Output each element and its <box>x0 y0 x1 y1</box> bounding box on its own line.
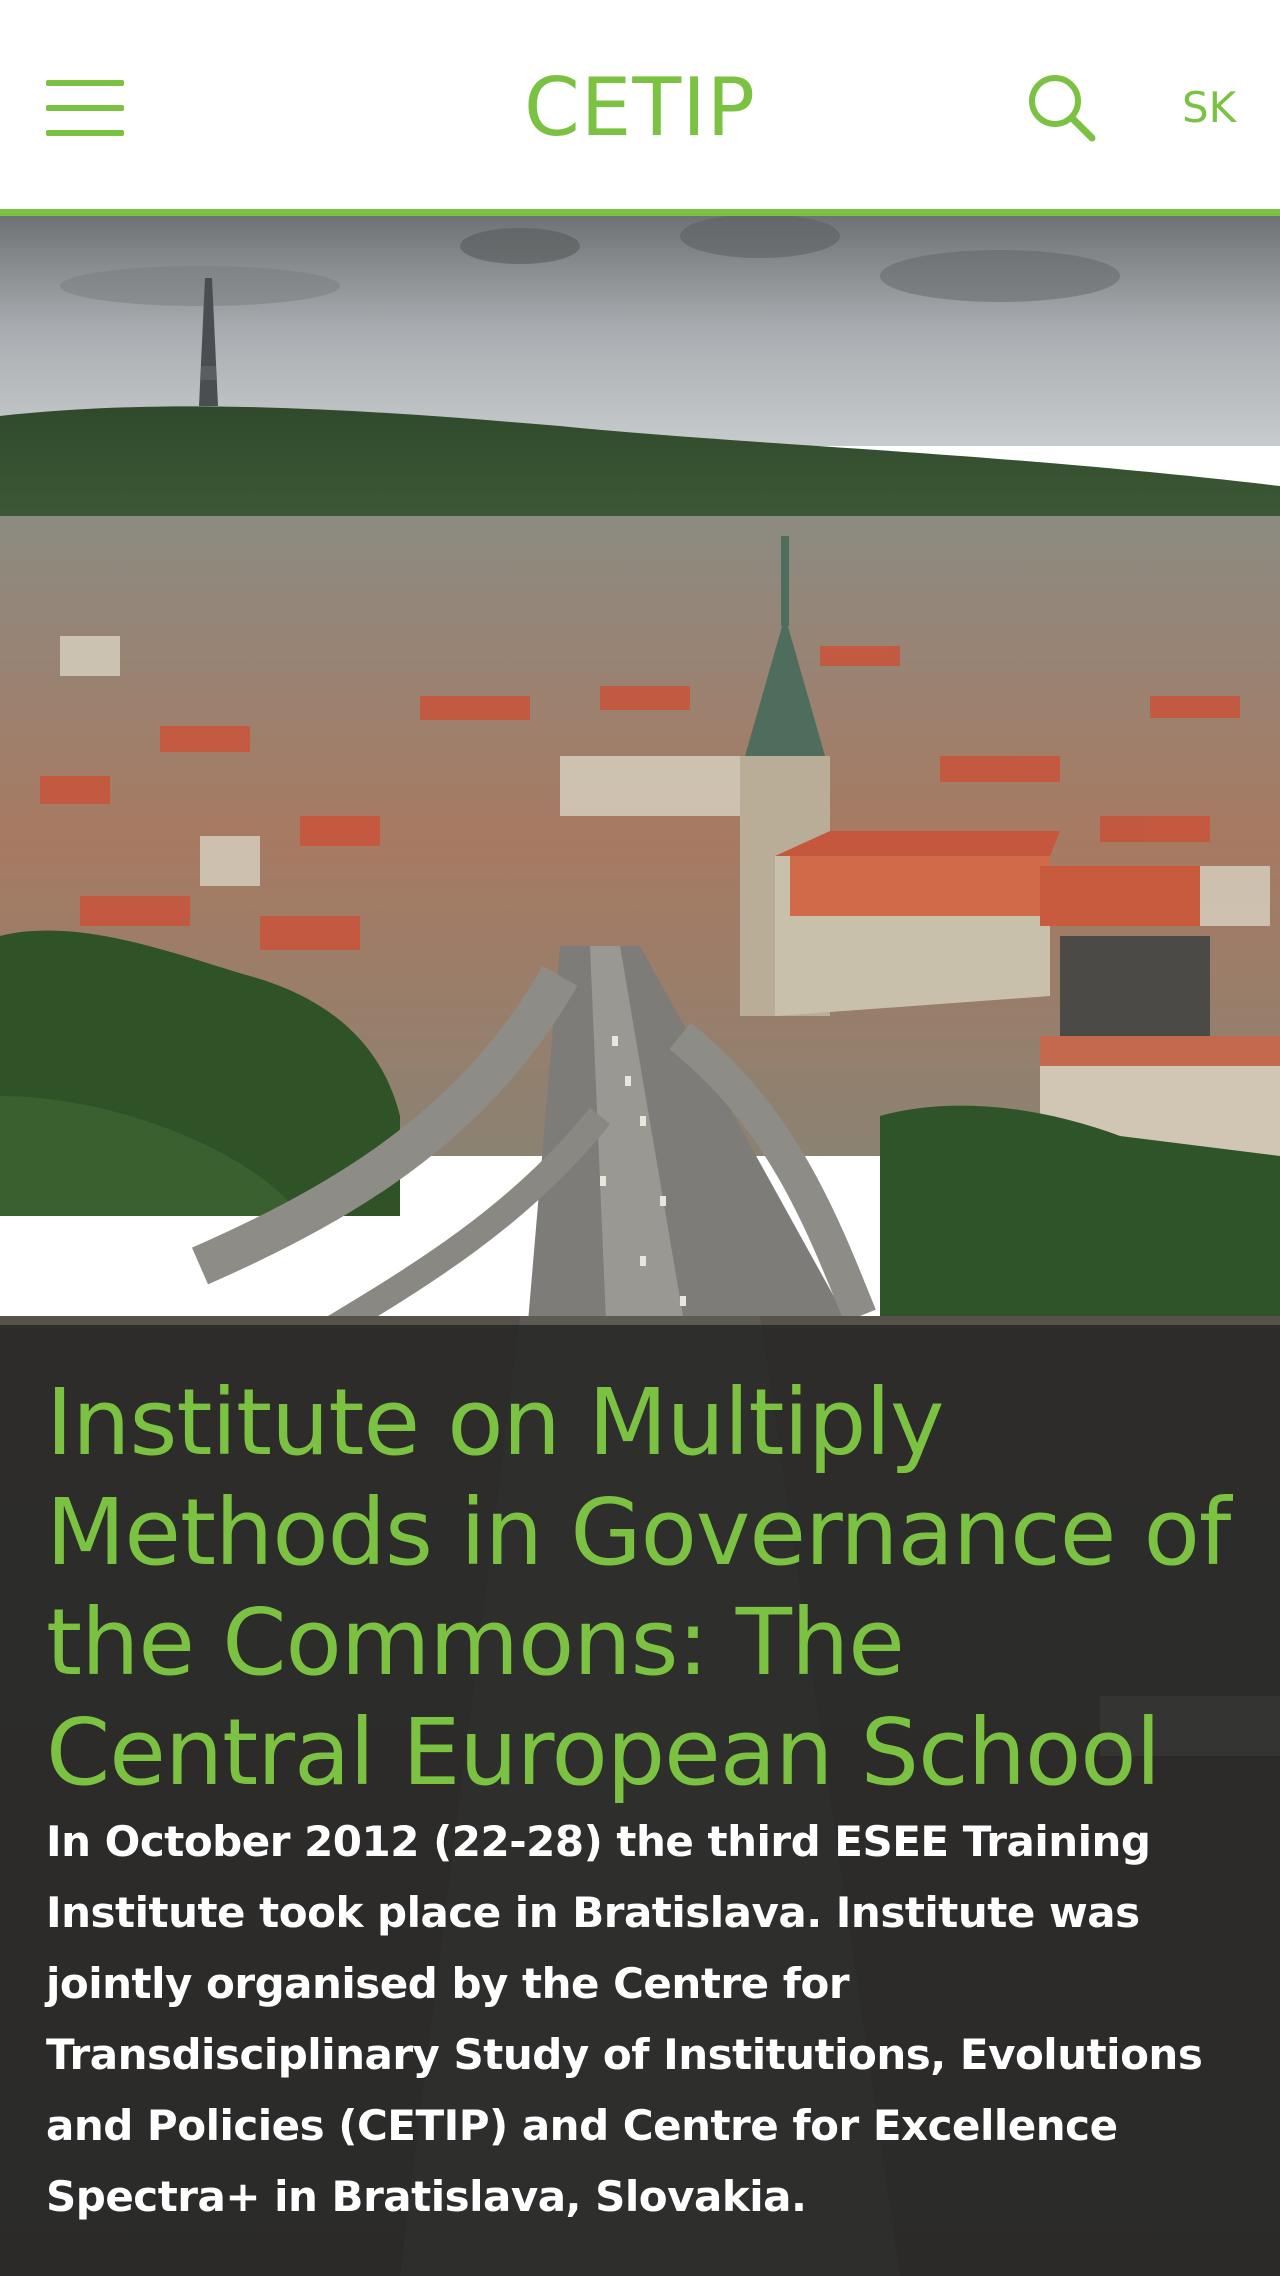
hero-headline[interactable]: Institute on Multiply Methods in Governance of the Commons: The Central European School <box>46 1369 1231 1806</box>
language-switch[interactable]: SK <box>1182 83 1237 132</box>
search-icon[interactable] <box>1026 72 1096 142</box>
top-bar <box>0 0 1280 216</box>
site-logo[interactable]: CETIP <box>523 61 757 154</box>
hero-intro-text: In October 2012 (22-28) the third ESEE Training Institute took place in Bratislava. Institute was jointly organised by the Centre for Transdisciplinary Study of Institutions, Evolutions and Policies (CETIP) and Centre for Excellence Spectra+ in Bratislava, Slovakia. <box>46 1817 1203 2221</box>
hamburger-menu-icon[interactable] <box>46 80 124 136</box>
